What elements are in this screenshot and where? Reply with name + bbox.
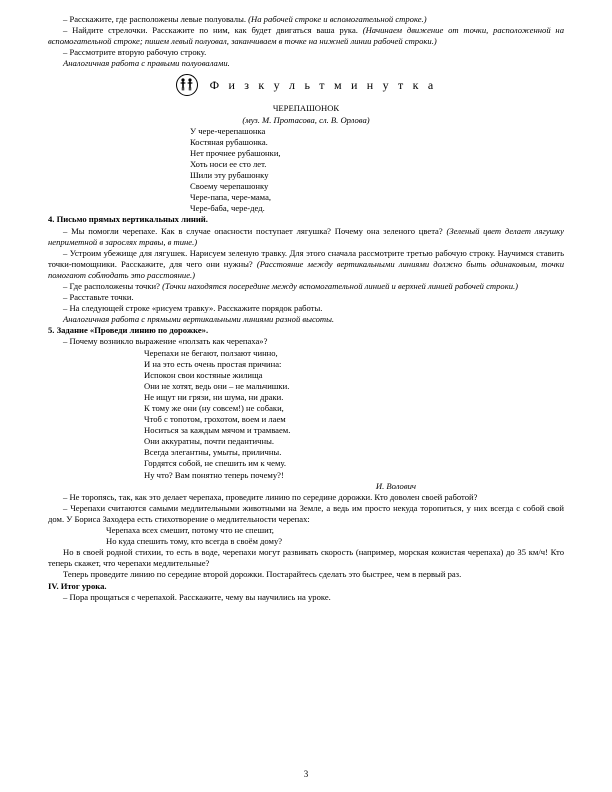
poem-line: К тому же они (ну совсем!) не собаки, <box>144 403 284 413</box>
poem-line: Своему черепашонку <box>190 181 269 192</box>
text: – Устроим убежище для лягушек. Нарисуем зеленую травку. Для этого сначала рассмотрите третью рабочую строку. Научимся ставить точки-помощники. Расскажите, для чего они нужны? <box>48 247 564 269</box>
poem-line: Шили эту рубашонку <box>190 170 269 181</box>
para-arrows <box>48 25 564 47</box>
para-why-phrase: – Почему возникло выражение «ползать как черепаха»? <box>63 336 268 347</box>
text-italic: (На рабочей строке и вспомогательной строке.) <box>246 14 427 24</box>
para-speed: Но в своей родной стихии, то есть в воде, черепахи могут развивать скорость (например, морская кожистая черепаха) до 35 км/ч! Кто теперь скажет, что черепахи медлительные? <box>48 547 564 569</box>
text-italic: (Зеленый цвет делает лягушку неприметной в зарослях травы, в тине.) <box>48 225 564 247</box>
section-iv-heading: IV. Итог урока. <box>48 580 107 591</box>
poem-title: ЧЕРЕПАШОНОК <box>272 103 340 114</box>
poem-line: Носиться за каждым мячом и трамваем. <box>144 425 291 436</box>
phys-header <box>48 73 564 97</box>
poem-turtle <box>190 126 564 215</box>
para-farewell: – Пора прощаться с черепахой. Расскажите, чему вы научились на уроке. <box>63 591 331 602</box>
document-page <box>48 14 564 603</box>
quote-line: Черепаха всех смешит, потому что не спешит, <box>106 525 274 536</box>
figures-in-circle-icon <box>176 74 198 96</box>
para-place-points: – Расставьте точки. <box>63 292 134 303</box>
poem-line: Всегда элегантны, умыты, приличны. <box>144 447 282 458</box>
poem-line: Костяная рубашонка. <box>190 136 268 147</box>
poem-line: Испокон свои костяные жилища <box>144 369 263 380</box>
text-italic: (Начинаем движение от точки, расположенной на вспомогательной строке; пишем левый полуовал, заканчиваем в точке на нижней линии рабочей строки.) <box>48 25 564 47</box>
para-grass <box>48 248 564 281</box>
poem-line: Ну что? Вам понятно теперь почему?! <box>144 469 284 480</box>
para-points-where <box>48 281 564 292</box>
section-5-heading: 5. Задание «Проведи линию по дорожке». <box>48 325 209 336</box>
poem-line: Чере-баба, чере-дед. <box>190 203 265 214</box>
para-second-path: Теперь проведите линию по середине второй дорожки. Постарайтесь сделать это быстрее, чем в первый раз. <box>63 569 462 580</box>
para-analog-vertical: Аналогичная работа с прямыми вертикальными линиями разной высоты. <box>63 314 335 325</box>
poem-subtitle: (муз. М. Протасова, сл. В. Орлова) <box>242 114 370 125</box>
poem-line: Чере-папа, чере-мама, <box>190 192 272 203</box>
para-slow-animals: – Черепахи считаются самыми медлительными животными на Земле, а ведь им просто некуда торопиться, у них всегда с собой свой дом. У Бориса Заходера есть стихотворение о медлительности черепах: <box>48 502 564 524</box>
poem-line: Черепахи не бегают, ползают чинно, <box>144 347 278 358</box>
phys-title: Ф и з к у л ь т м и н у т к а <box>209 77 437 92</box>
poem-line: У чере-черепашонка <box>190 125 266 136</box>
text-italic: (Точки находятся посередине между вспомогательной линией и верхней линией рабочей строки.) <box>159 280 519 291</box>
para-analog-right: Аналогичная работа с правыми полуовалами. <box>63 58 230 69</box>
poem-line: Нет прочнее рубашонки, <box>190 147 281 158</box>
text-italic: (Расстояние между вертикальными линиями должно быть одинаковым, точки помогают соблюдать это расстояние.) <box>48 258 564 280</box>
para-draw-grass: – На следующей строке «рисуем травку». Расскажите порядок работы. <box>63 303 323 314</box>
poem-line: Чтоб с топотом, грохотом, воем и лаем <box>144 414 286 425</box>
poem-line: Гордятся собой, не спешить им к чему. <box>144 458 286 469</box>
poem-line: Они не хотят, ведь они – не мальчишки. <box>144 380 290 391</box>
poem-line: Не ищут ни грязи, ни шума, ни драки. <box>144 391 284 402</box>
section-4-heading: 4. Письмо прямых вертикальных линий. <box>48 214 208 225</box>
text: – Расскажите, где расположены левые полуовалы. <box>63 14 246 24</box>
para-frog <box>48 226 564 248</box>
para-draw-line: – Не торопясь, так, как это делает черепаха, проведите линию по середине дорожки. Кто доволен своей работой? <box>63 491 478 502</box>
poem-line: И на это есть очень простая причина: <box>144 358 282 369</box>
quote-line: Но куда спешить тому, кто всегда в своём дому? <box>106 536 283 547</box>
para-second-line: – Рассмотрите вторую рабочую строку. <box>63 47 207 58</box>
text: – Где расположены точки? <box>63 280 160 291</box>
poem-line: Хоть носи ее сто лет. <box>190 158 267 169</box>
poem-line: Они аккуратны, почти педантичны. <box>144 436 274 447</box>
para-left-semiovals <box>48 14 564 25</box>
poem-turtles <box>144 348 564 481</box>
text: – Мы помогли черепахе. Как в случае опасности поступает лягушка? Почему она зеленого цвета? <box>63 225 443 236</box>
text: – Найдите стрелочки. Расскажите по ним, как будет двигаться ваша рука. <box>63 25 358 36</box>
page-number: 3 <box>303 769 309 779</box>
poem-author: И. Волович <box>375 480 416 491</box>
